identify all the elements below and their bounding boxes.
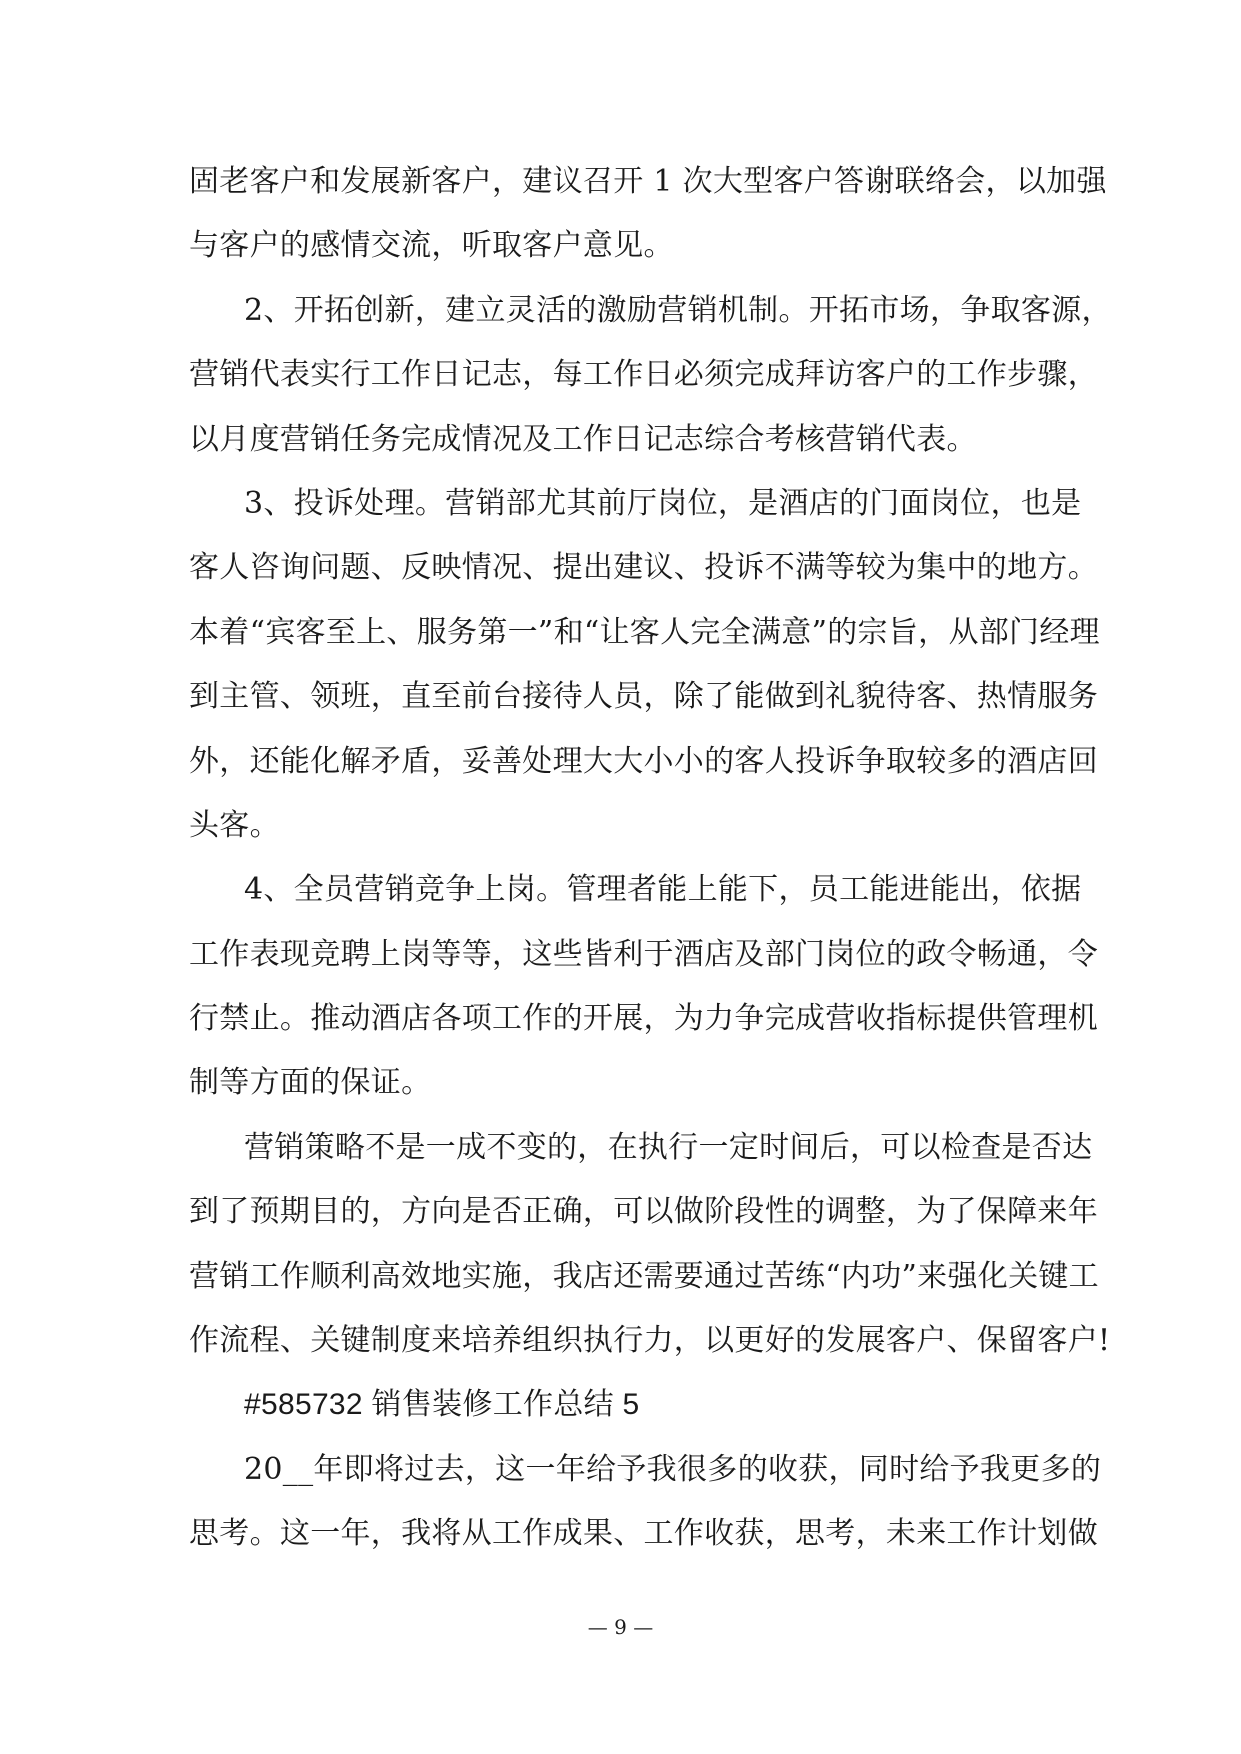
- page-number: — 9 —: [587, 1615, 654, 1639]
- text-line: 营销策略不是一成不变的，在执行一定时间后，可以检查是否达: [244, 1129, 1093, 1165]
- text-line: 营销代表实行工作日记志，每工作日必须完成拜访客户的工作步骤，: [189, 357, 1098, 393]
- text-line: 营销工作顺利高效地实施，我店还需要通过苦练“内功”来强化关键工: [189, 1258, 1099, 1294]
- text-line: 固老客户和发展新客户，建议召开 1 次大型客户答谢联络会，以加强: [189, 164, 1107, 199]
- text-line: 以月度营销任务完成情况及工作日记志综合考核营销代表。: [189, 421, 977, 457]
- text-line: 制等方面的保证。: [189, 1065, 432, 1101]
- text-line: 作流程、关键制度来培养组织执行力，以更好的发展客户、保留客户!: [189, 1323, 1111, 1359]
- text-line: 20__年即将过去，这一年给予我很多的收获，同时给予我更多的: [244, 1451, 1102, 1487]
- text-line: 2、开拓创新，建立灵活的激励营销机制。开拓市场，争取客源，: [244, 292, 1112, 328]
- text-line: 3、投诉处理。营销部尤其前厅岗位，是酒店的门面岗位，也是: [244, 485, 1082, 521]
- text-line: 工作表现竞聘上岗等等，这些皆利于酒店及部门岗位的政令畅通，令: [189, 936, 1098, 972]
- text-line: 思考。这一年，我将从工作成果、工作收获，思考，未来工作计划做: [189, 1516, 1098, 1552]
- text-line: 4、全员营销竞争上岗。管理者能上能下，员工能进能出，依据: [244, 872, 1082, 908]
- text-line: 客人咨询问题、反映情况、提出建议、投诉不满等较为集中的地方。: [189, 550, 1098, 586]
- text-line: 与客户的感情交流，听取客户意见。: [189, 228, 674, 264]
- text-line: 行禁止。推动酒店各项工作的开展，为力争完成营收指标提供管理机: [189, 1001, 1098, 1037]
- text-line: 外，还能化解矛盾，妥善处理大大小小的客人投诉争取较多的酒店回: [189, 743, 1098, 779]
- text-line: 本着“宾客至上、服务第一”和“让客人完全满意”的宗旨，从部门经理: [189, 614, 1100, 650]
- text-line: 到了预期目的，方向是否正确，可以做阶段性的调整，为了保障来年: [189, 1194, 1098, 1230]
- text-line: 头客。: [189, 807, 280, 843]
- section-heading: #585732 销售装修工作总结 5: [244, 1388, 640, 1422]
- text-line: 到主管、领班，直至前台接待人员，除了能做到礼貌待客、热情服务: [189, 679, 1098, 715]
- body-text: [189, 150, 1112, 1567]
